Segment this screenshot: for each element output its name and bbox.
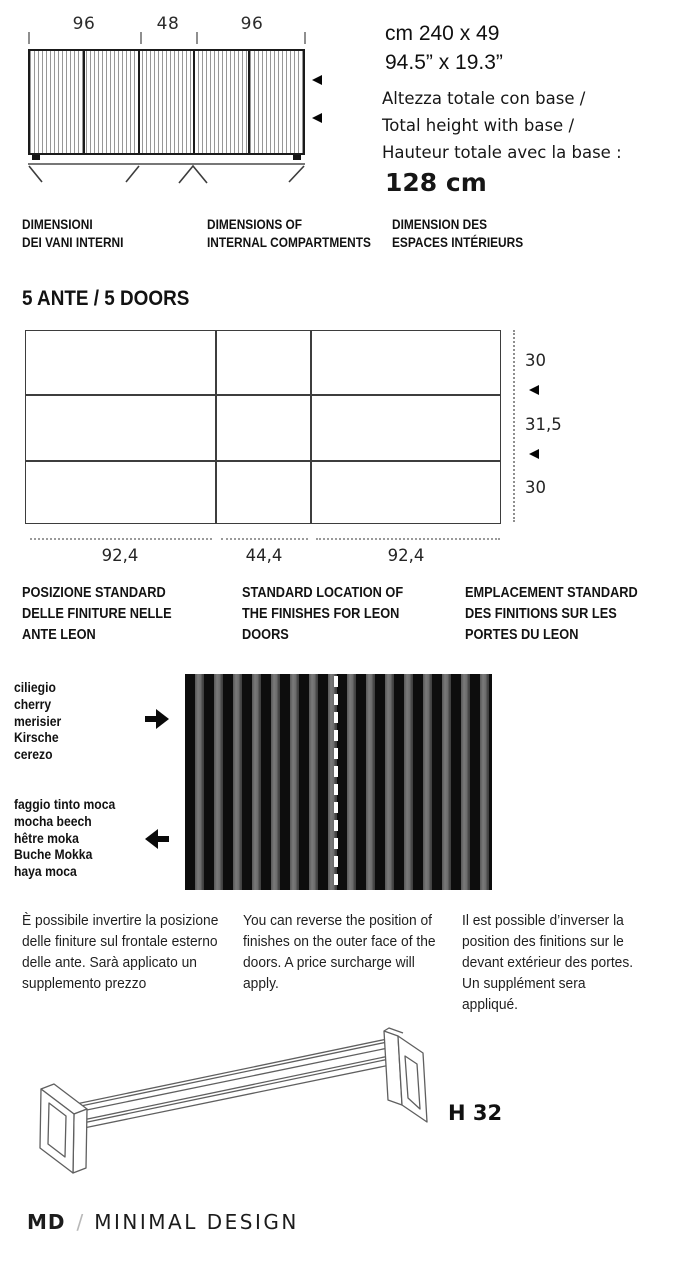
row-dim-middle: 31,5	[525, 415, 562, 434]
top-dim-48: 48	[156, 14, 180, 34]
finish-names-bottom: faggio tinto moca mocha beech hêtre moka Buche Mokka haya moca	[14, 797, 116, 880]
note-fr: Il est possible d’inverser la position des finitions sur le devant extérieur des portes. Un supplément sera appliqué.	[462, 912, 634, 1013]
row-dim-bottom: 30	[525, 478, 546, 497]
note-en: You can reverse the position of finishes on the outer face of the doors. A price surcharge will apply.	[243, 912, 436, 992]
col-dim-right: 92,4	[387, 546, 425, 565]
overall-size-cm: cm 240 x 49	[385, 22, 500, 45]
col-dim-middle: 44,4	[245, 546, 283, 565]
door-divider	[138, 51, 140, 153]
height-note-it: Altezza totale con base /	[382, 89, 586, 108]
finishes-header-en: STANDARD LOCATION OF THE FINISHES FOR LEON DOORS	[242, 585, 404, 643]
finishes-header-it: POSIZIONE STANDARD DELLE FINITURE NELLE ANTE LEON	[22, 585, 172, 643]
dim-tick	[140, 32, 142, 44]
base-height-label: H 32	[448, 1101, 503, 1125]
finishes-header-fr: EMPLACEMENT STANDARD DES FINITIONS SUR LES PORTES DU LEON	[465, 585, 638, 643]
col-dim-left: 92,4	[101, 546, 139, 565]
note-it: È possibile invertire la posizione delle finiture sul frontale esterno delle ante. Sarà applicato un supplemento prezzo	[22, 912, 219, 992]
height-note-fr: Hauteur totale avec la base :	[382, 143, 622, 162]
grid-horizontal-line	[26, 460, 500, 462]
finish-divider-dashed-line	[334, 676, 338, 888]
cabinet-foot	[293, 155, 301, 160]
grid-vertical-line	[310, 331, 312, 523]
overall-size-inches: 94.5” x 19.3”	[385, 51, 503, 74]
door-divider	[193, 51, 195, 153]
grid-vertical-line	[215, 331, 217, 523]
total-height-value: 128 cm	[385, 168, 487, 197]
top-dim-96-left: 96	[72, 14, 96, 34]
dim-tick	[196, 32, 198, 44]
grid-dotted-extension-line	[513, 330, 515, 522]
pointer-left-icon	[529, 449, 539, 459]
internal-dims-label-fr: DIMENSION DES ESPACES INTÉRIEURS	[392, 217, 524, 250]
door-swing-marks	[0, 162, 330, 188]
height-note-en: Total height with base /	[382, 116, 575, 135]
door-divider	[83, 51, 85, 153]
row-dim-top: 30	[525, 351, 546, 370]
pointer-left-icon	[529, 385, 539, 395]
brand-divider: /	[76, 1210, 84, 1234]
top-dim-96-right: 96	[240, 14, 264, 34]
doors-section-title: 5 ANTE / 5 DOORS	[22, 287, 190, 310]
compartments-grid-drawing	[25, 330, 501, 524]
cabinet-foot	[32, 155, 40, 160]
brand-footer	[27, 1210, 299, 1234]
internal-dims-label-it: DIMENSIONI DEI VANI INTERNI	[22, 217, 124, 250]
brand-initials: MD	[27, 1210, 66, 1234]
pointer-left-icon	[312, 75, 322, 85]
arrow-left-icon	[143, 826, 171, 852]
finish-names-top: ciliegio cherry merisier Kirsche cerezo	[14, 680, 62, 763]
dim-tick	[28, 32, 30, 44]
col-dim-dotted-line	[221, 538, 308, 540]
grid-horizontal-line	[26, 394, 500, 396]
brand-name: MINIMAL DESIGN	[94, 1210, 299, 1234]
bench-base-drawing	[20, 1022, 495, 1187]
pointer-left-icon	[312, 113, 322, 123]
door-divider	[248, 51, 250, 153]
wood-finish-sample	[185, 674, 492, 890]
cabinet-front-drawing	[28, 49, 305, 155]
col-dim-dotted-line	[316, 538, 500, 540]
arrow-right-icon	[143, 706, 171, 732]
dim-tick	[304, 32, 306, 44]
internal-dims-label-en: DIMENSIONS OF INTERNAL COMPARTMENTS	[207, 217, 371, 250]
col-dim-dotted-line	[30, 538, 212, 540]
